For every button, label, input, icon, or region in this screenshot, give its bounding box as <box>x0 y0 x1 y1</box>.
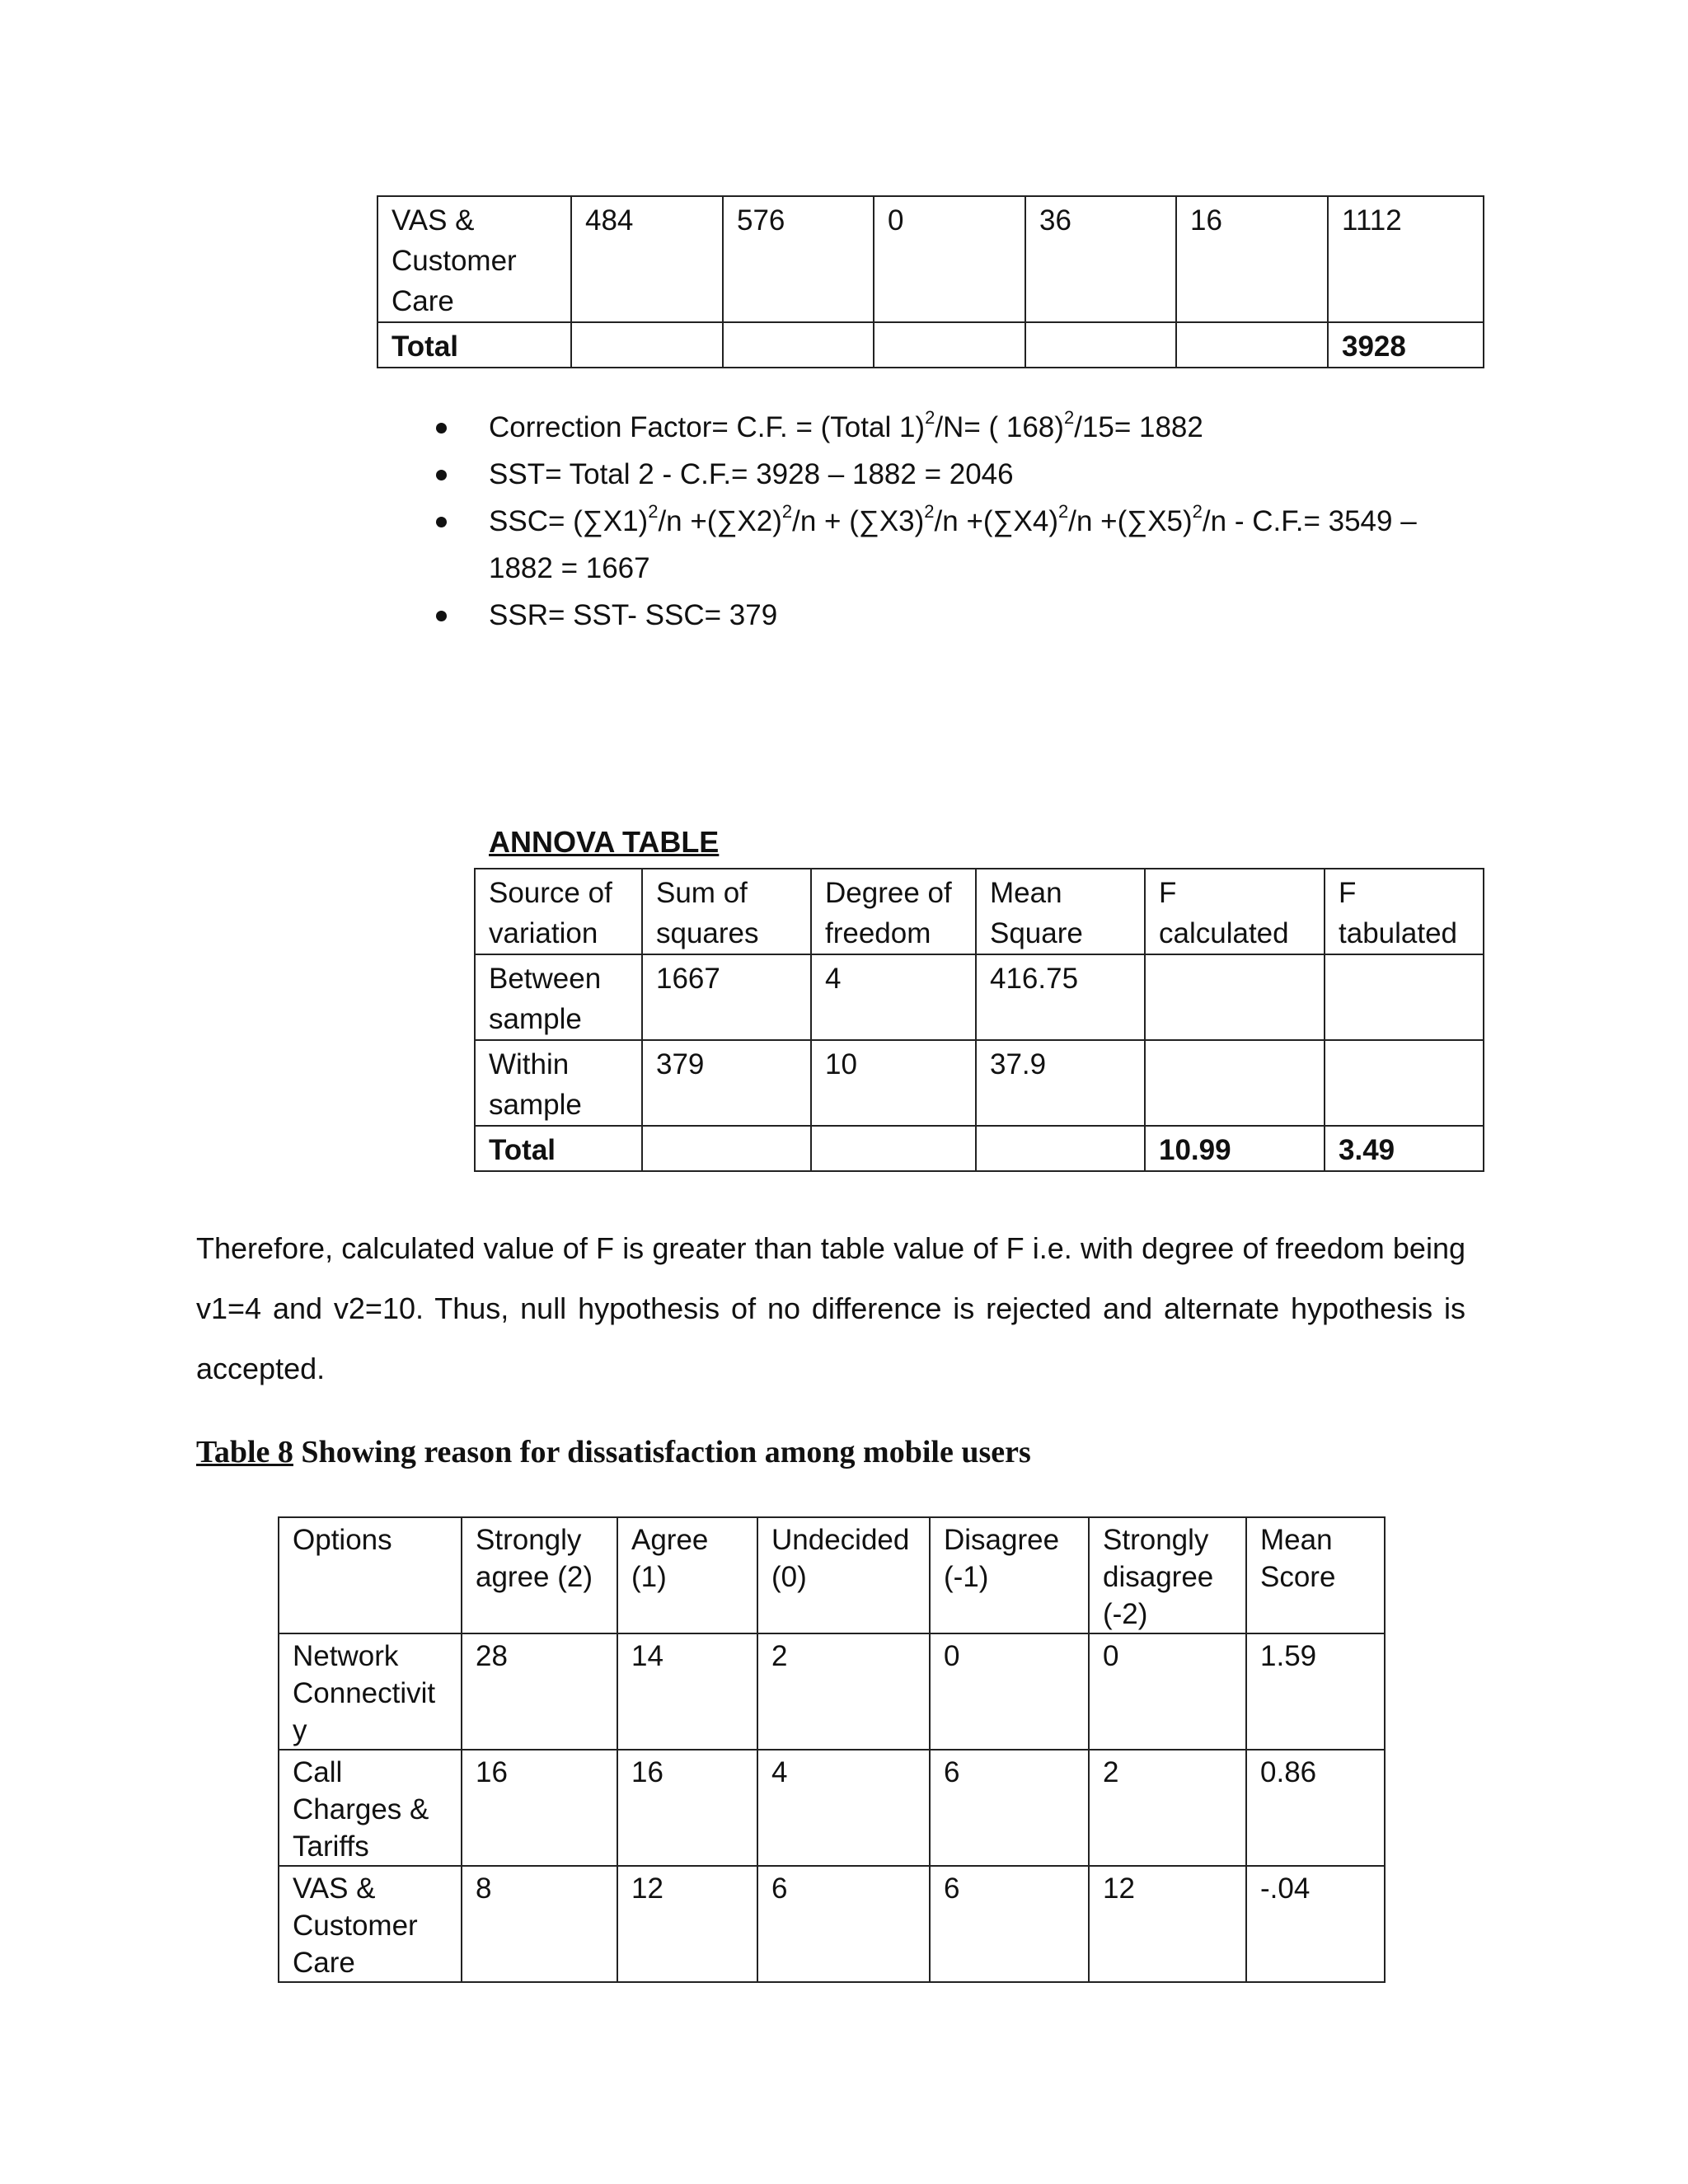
table-cell <box>571 322 723 368</box>
table-cell: 12 <box>1089 1866 1246 1982</box>
table-cell: Network Connectivity <box>279 1633 462 1750</box>
table-cell: 2 <box>1089 1750 1246 1866</box>
table-cell: 4 <box>757 1750 930 1866</box>
table-cell: 2 <box>757 1633 930 1750</box>
header-cell: Agree (1) <box>617 1517 757 1633</box>
formula-list <box>489 404 1437 639</box>
table-cell: 10 <box>811 1040 976 1126</box>
header-cell: Options <box>279 1517 462 1633</box>
bullet-icon <box>436 517 447 527</box>
table-cell <box>1025 322 1176 368</box>
header-cell: Sum of squares <box>642 869 811 954</box>
conclusion-paragraph: Therefore, calculated value of F is greater than table value of F i.e. with degree of freedom being v1=4 and v2=10. Thus, null hypothesis of no difference is rejected and alternate hypothesis is accepted. <box>196 1231 1465 1385</box>
table-row <box>279 1866 1385 1982</box>
table8 <box>278 1516 1386 1983</box>
table-cell <box>1176 322 1328 368</box>
f-calculated-value: 10.99 <box>1145 1126 1325 1171</box>
table-row-total <box>475 1126 1484 1171</box>
table-cell: 1.59 <box>1246 1633 1385 1750</box>
table-row <box>279 1750 1385 1866</box>
table-cell: 8 <box>462 1866 617 1982</box>
table-header-row <box>475 869 1484 954</box>
header-cell: Strongly agree (2) <box>462 1517 617 1633</box>
table-cell: 416.75 <box>976 954 1145 1040</box>
table-cell: 16 <box>617 1750 757 1866</box>
header-cell: F tabulated <box>1325 869 1484 954</box>
table-cell: Between sample <box>475 954 642 1040</box>
table-row <box>475 1040 1484 1126</box>
table8-caption-text: Showing reason for dissatisfaction among mobile users <box>293 1435 1031 1469</box>
header-cell: Undecided (0) <box>757 1517 930 1633</box>
anova-table <box>474 868 1484 1172</box>
table-cell: 379 <box>642 1040 811 1126</box>
table-cell: 37.9 <box>976 1040 1145 1126</box>
table8-caption-prefix: Table 8 <box>196 1435 293 1469</box>
header-cell: Strongly disagree (-2) <box>1089 1517 1246 1633</box>
table-cell: Within sample <box>475 1040 642 1126</box>
table-cell <box>874 322 1025 368</box>
bullet-icon <box>436 470 447 480</box>
anova-title: ANNOVA TABLE <box>489 825 720 859</box>
bullet-icon <box>436 611 447 621</box>
header-cell: Degree of freedom <box>811 869 976 954</box>
header-cell: Mean Score <box>1246 1517 1385 1633</box>
table-cell: 16 <box>1176 196 1328 322</box>
table-cell <box>1325 954 1484 1040</box>
table-cell <box>811 1126 976 1171</box>
table-cell: 28 <box>462 1633 617 1750</box>
table-cell: Total <box>475 1126 642 1171</box>
table-cell: 6 <box>757 1866 930 1982</box>
table-cell: 0 <box>874 196 1025 322</box>
row-label: VAS & Customer Care <box>377 196 571 322</box>
header-cell: Source of variation <box>475 869 642 954</box>
table-cell: 0 <box>1089 1633 1246 1750</box>
header-cell: Mean Square <box>976 869 1145 954</box>
table-cell: 0.86 <box>1246 1750 1385 1866</box>
table-cell <box>723 322 874 368</box>
header-cell: Disagree (-1) <box>930 1517 1089 1633</box>
table-cell: 0 <box>930 1633 1089 1750</box>
table-cell <box>1145 1040 1325 1126</box>
table-cell: 1667 <box>642 954 811 1040</box>
table-cell: VAS & Customer Care <box>279 1866 462 1982</box>
table-row <box>475 954 1484 1040</box>
table-row <box>279 1633 1385 1750</box>
header-cell: F calculated <box>1145 869 1325 954</box>
table-header-row <box>279 1517 1385 1633</box>
table-cell: 14 <box>617 1633 757 1750</box>
f-tabulated-value: 3.49 <box>1325 1126 1484 1171</box>
table-cell: 6 <box>930 1866 1089 1982</box>
table-cell: 6 <box>930 1750 1089 1866</box>
table-row <box>377 196 1484 322</box>
table-cell: 1112 <box>1328 196 1484 322</box>
table-row-total <box>377 322 1484 368</box>
table-cell: Call Charges & Tariffs <box>279 1750 462 1866</box>
table-cell: 576 <box>723 196 874 322</box>
table-cell <box>1325 1040 1484 1126</box>
table-cell: -.04 <box>1246 1866 1385 1982</box>
bullet-icon <box>436 423 447 434</box>
table-cell <box>642 1126 811 1171</box>
total-value: 3928 <box>1328 322 1484 368</box>
formula-correction-factor: Correction Factor= C.F. = (Total 1)$^2$/N= ( 168)$^2$/15= 1882 <box>489 404 1437 451</box>
table-cell: 12 <box>617 1866 757 1982</box>
formula-ssc: $SSC= (\sum X1)^2/n +(\sum X2)^2/n + (\sum X3)^2/n +(\sum X4)^2/n +(\sum X5)^2/n - C.F.= 3549 - 1882 = 1667$ <box>489 498 1437 592</box>
table-cell <box>1145 954 1325 1040</box>
table-cell: 36 <box>1025 196 1176 322</box>
row-label: Total <box>377 322 571 368</box>
table-cell <box>976 1126 1145 1171</box>
table8-caption <box>196 1432 1482 1473</box>
table-cell: 484 <box>571 196 723 322</box>
formula-sst: SST= Total 2 - C.F.= 3928 – 1882 = 2046 <box>489 451 1437 498</box>
table-cell: 16 <box>462 1750 617 1866</box>
table-cell: 4 <box>811 954 976 1040</box>
formula-ssr: SSR= SST- SSC= 379 <box>489 592 1437 639</box>
top-table <box>377 195 1484 368</box>
